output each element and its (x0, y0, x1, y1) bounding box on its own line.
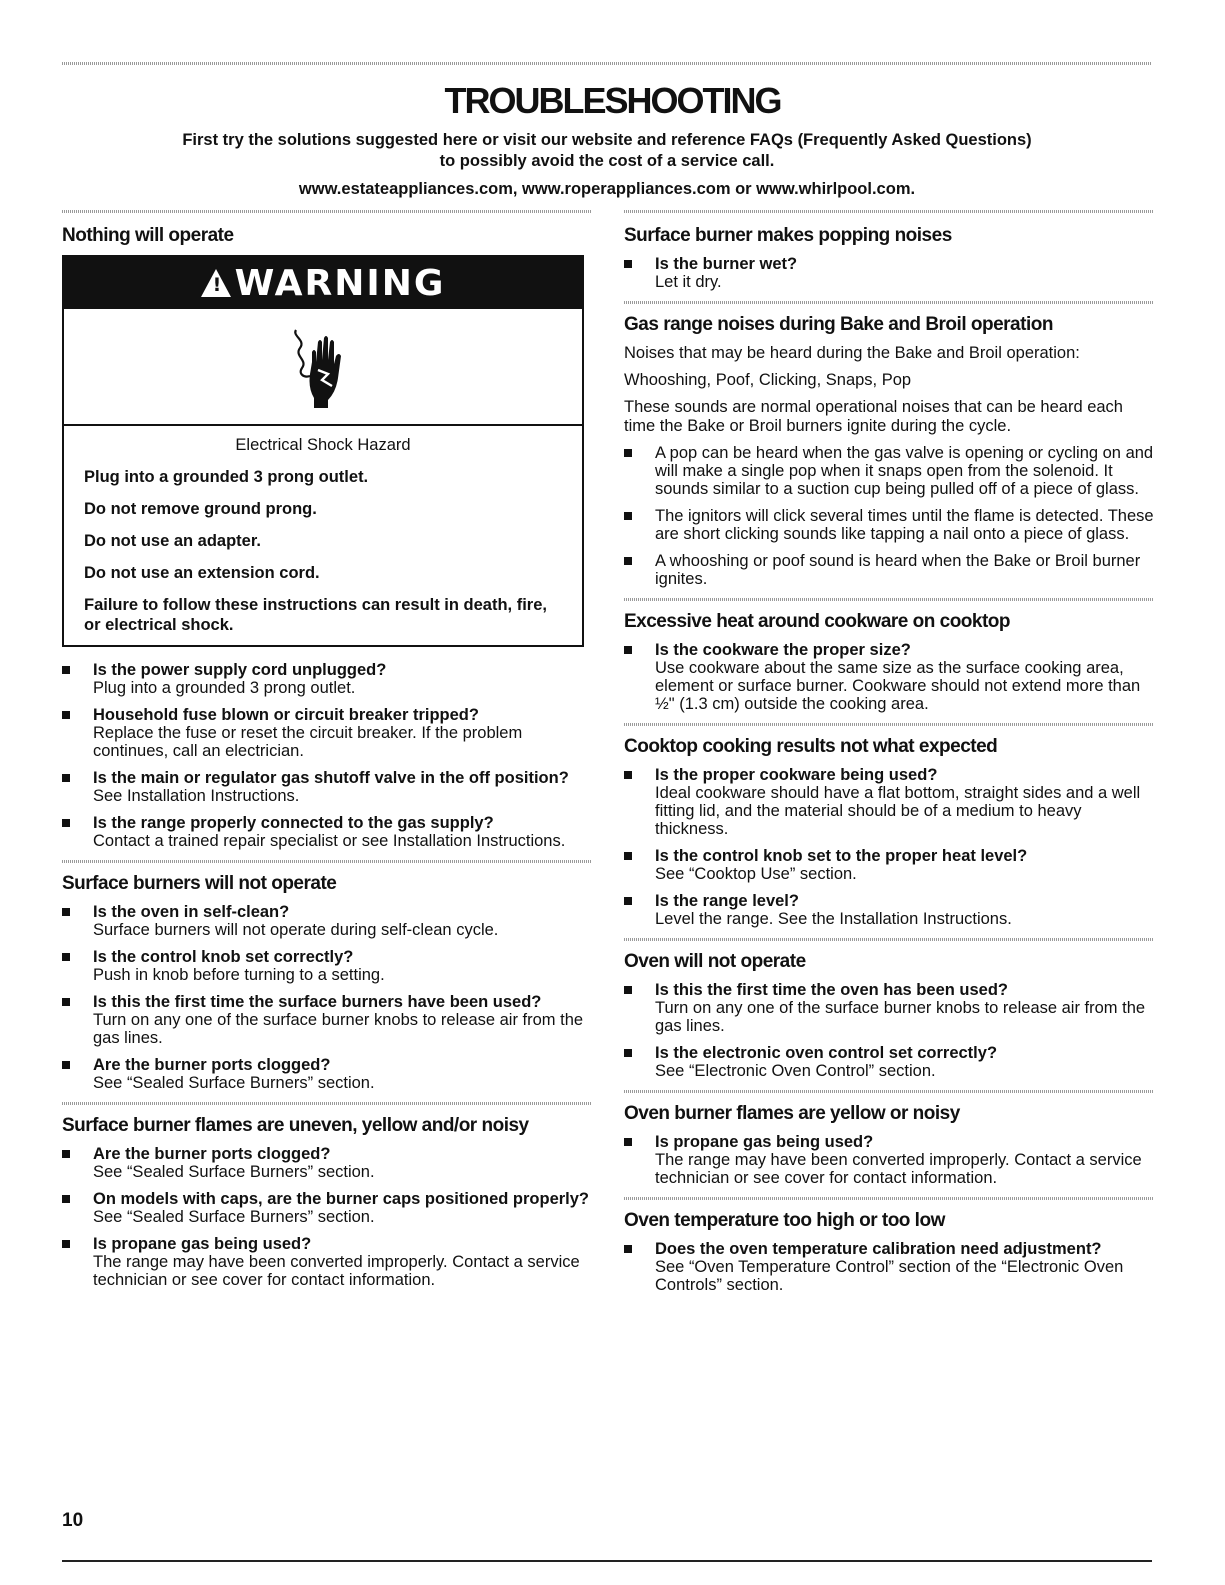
question: Is the control knob set to the proper heat level? (655, 847, 1028, 865)
square-bullet-icon (62, 1061, 70, 1069)
section-title: Oven burner flames are yellow or noisy (624, 1103, 960, 1124)
left-column (62, 210, 592, 1299)
section-title: Oven temperature too high or too low (624, 1210, 945, 1231)
square-bullet-icon (624, 771, 632, 779)
list-item (624, 444, 1154, 498)
square-bullet-icon (624, 986, 632, 994)
answer: Contact a trained repair specialist or see Installation Instructions. (93, 832, 566, 850)
warning-instruction: Plug into a grounded 3 prong outlet. (84, 468, 369, 486)
answer: See “Sealed Surface Burners” section. (93, 1163, 375, 1181)
intro (62, 130, 1152, 200)
section-oven-will-not-operate (624, 951, 1154, 1080)
section-gas-range-noises-during-bake-and-broil-operation (624, 314, 1154, 588)
square-bullet-icon (624, 557, 632, 565)
paragraph: These sounds are normal operational noises that can be heard each time the Bake or Broil burners ignite during the cycle. (624, 398, 1123, 435)
section-rule (62, 860, 592, 863)
square-bullet-icon (624, 449, 632, 457)
square-bullet-icon (62, 1150, 70, 1158)
section-title: Surface burners will not operate (62, 873, 337, 894)
section-rule (624, 938, 1154, 941)
question: Is this the first time the oven has been used? (655, 981, 1008, 999)
list-item (624, 1240, 1154, 1294)
question: Is the main or regulator gas shutoff valve in the off position? (93, 769, 569, 787)
square-bullet-icon (62, 774, 70, 782)
question: Are the burner ports clogged? (93, 1056, 331, 1074)
answer: Level the range. See the Installation Instructions. (655, 910, 1012, 928)
square-bullet-icon (62, 666, 70, 674)
section-surface-burners-will-not-operate (62, 873, 592, 1092)
question: Is propane gas being used? (93, 1235, 312, 1253)
section-oven-burner-flames-are-yellow-or-noisy (624, 1103, 1154, 1187)
list-item (624, 1133, 1154, 1187)
section-rule (624, 1090, 1154, 1093)
right-column (624, 210, 1154, 1304)
question: Is the range level? (655, 892, 799, 910)
hazard-name: Electrical Shock Hazard (235, 436, 411, 454)
question: Is the control knob set correctly? (93, 948, 354, 966)
square-bullet-icon (624, 897, 632, 905)
question: Household fuse blown or circuit breaker tripped? (93, 706, 479, 724)
answer: Replace the fuse or reset the circuit breaker. If the problem continues, call an electrician. (93, 724, 523, 760)
square-bullet-icon (62, 1195, 70, 1203)
intro-line-1: First try the solutions suggested here or visit our website and reference FAQs (Frequently Asked Questions) (182, 131, 1032, 149)
question: Is the power supply cord unplugged? (93, 661, 387, 679)
answer: See “Sealed Surface Burners” section. (93, 1208, 375, 1226)
intro-line-2: to possibly avoid the cost of a service call. (439, 152, 775, 170)
answer: Use cookware about the same size as the surface cooking area, element or surface burner. Cookware should not extend more than ½" (1.3 cm) outside the cooking area. (655, 659, 1141, 713)
bottom-rule (62, 1560, 1152, 1562)
section-rule (624, 210, 1154, 213)
page-number: 10 (62, 1510, 84, 1531)
square-bullet-icon (624, 512, 632, 520)
warning-header-text: WARNING (234, 263, 446, 304)
list-item (62, 1145, 592, 1181)
question: Is the cookware the proper size? (655, 641, 911, 659)
answer: Turn on any one of the surface burner knobs to release air from the gas lines. (655, 999, 1146, 1035)
square-bullet-icon (624, 1138, 632, 1146)
shock-hazard-icon-area (64, 309, 582, 426)
section-title: Oven will not operate (624, 951, 806, 972)
square-bullet-icon (624, 1245, 632, 1253)
section-rule (624, 598, 1154, 601)
answer: Turn on any one of the surface burner knobs to release air from the gas lines. (93, 1011, 584, 1047)
question: Is the oven in self-clean? (93, 903, 290, 921)
warning-instruction: Do not use an extension cord. (84, 564, 320, 582)
section-title: Surface burner flames are uneven, yellow and/or noisy (62, 1115, 529, 1136)
question: Is the proper cookware being used? (655, 766, 938, 784)
answer: The ignitors will click several times until the flame is detected. These are short clicking sounds like tapping a nail onto a piece of glass. (655, 507, 1154, 543)
list-item (62, 1056, 592, 1092)
list-item (624, 255, 1154, 291)
warning-box (62, 255, 584, 647)
answer: Surface burners will not operate during self-clean cycle. (93, 921, 499, 939)
list-item (624, 847, 1154, 883)
square-bullet-icon (624, 852, 632, 860)
paragraph: Whooshing, Poof, Clicking, Snaps, Pop (624, 371, 912, 389)
warning-instruction: Do not use an adapter. (84, 532, 261, 550)
square-bullet-icon (62, 908, 70, 916)
warning-header (64, 257, 582, 309)
question: Is the range properly connected to the gas supply? (93, 814, 494, 832)
question: Does the oven temperature calibration need adjustment? (655, 1240, 1102, 1258)
section-surface-burner-makes-popping-noises (624, 225, 1154, 291)
list-item (62, 948, 592, 984)
paragraph: Noises that may be heard during the Bake and Broil operation: (624, 344, 1080, 362)
answer: See “Oven Temperature Control” section of the “Electronic Oven Controls” section. (655, 1258, 1124, 1294)
section-nothing-will-operate (62, 225, 592, 850)
section-title: Nothing will operate (62, 225, 234, 246)
square-bullet-icon (624, 1049, 632, 1057)
square-bullet-icon (62, 819, 70, 827)
answer: Let it dry. (655, 273, 722, 291)
square-bullet-icon (62, 998, 70, 1006)
question: On models with caps, are the burner caps positioned properly? (93, 1190, 590, 1208)
list-item (62, 661, 592, 697)
list-item (62, 1235, 592, 1289)
warning-instruction: Do not remove ground prong. (84, 500, 317, 518)
list-item (624, 552, 1154, 588)
list-item (624, 1044, 1154, 1080)
section-title: Surface burner makes popping noises (624, 225, 952, 246)
answer: The range may have been converted improperly. Contact a service technician or see cover for contact information. (93, 1253, 580, 1289)
section-title: Excessive heat around cookware on cooktop (624, 611, 1011, 632)
list-item (62, 903, 592, 939)
list-item (62, 993, 592, 1047)
list-item (624, 981, 1154, 1035)
list-item (624, 507, 1154, 543)
question: Are the burner ports clogged? (93, 1145, 331, 1163)
answer: See “Electronic Oven Control” section. (655, 1062, 936, 1080)
answer: See Installation Instructions. (93, 787, 300, 805)
square-bullet-icon (62, 953, 70, 961)
list-item (62, 814, 592, 850)
top-rule (62, 62, 1152, 65)
warning-instruction: Failure to follow these instructions can result in death, fire, or electrical shock. (84, 596, 547, 634)
section-rule (62, 1102, 592, 1105)
list-item (624, 892, 1154, 928)
answer: A pop can be heard when the gas valve is opening or cycling on and will make a single pop when it snaps open from the solenoid. It sounds similar to a suction cup being pulled off of a piece of glass. (655, 444, 1154, 498)
answer: Plug into a grounded 3 prong outlet. (93, 679, 356, 697)
square-bullet-icon (624, 260, 632, 268)
page-title: TROUBLESHOOTING (444, 80, 781, 121)
list-item (624, 766, 1154, 838)
question: Is the burner wet? (655, 255, 798, 273)
answer: See “Cooktop Use” section. (655, 865, 857, 883)
question: Is the electronic oven control set correctly? (655, 1044, 998, 1062)
warning-triangle-icon: ! (201, 269, 231, 297)
square-bullet-icon (624, 646, 632, 654)
section-surface-burner-flames-are-uneven-yellow-and-or-noisy (62, 1115, 592, 1289)
section-rule (62, 210, 592, 213)
section-title: Gas range noises during Bake and Broil operation (624, 314, 1053, 335)
question: Is this the first time the surface burners have been used? (93, 993, 542, 1011)
electric-shock-hand-icon (288, 322, 358, 412)
answer: A whooshing or poof sound is heard when the Bake or Broil burner ignites. (655, 552, 1141, 588)
list-item (62, 706, 592, 760)
list-item (624, 641, 1154, 713)
square-bullet-icon (62, 1240, 70, 1248)
question: Is propane gas being used? (655, 1133, 874, 1151)
intro-urls: www.estateappliances.com, www.roperappliances.com or www.whirlpool.com. (298, 180, 916, 198)
section-oven-temperature-too-high-or-too-low (624, 1210, 1154, 1294)
section-excessive-heat-around-cookware-on-cooktop (624, 611, 1154, 713)
warning-text (64, 426, 582, 645)
square-bullet-icon (62, 711, 70, 719)
section-cooktop-cooking-results-not-what-expected (624, 736, 1154, 928)
section-rule (624, 723, 1154, 726)
list-item (62, 769, 592, 805)
section-rule (624, 301, 1154, 304)
list-item (62, 1190, 592, 1226)
answer: Ideal cookware should have a flat bottom, straight sides and a well fitting lid, and the material should be of a medium to heavy thickness. (655, 784, 1141, 838)
section-rule (624, 1197, 1154, 1200)
answer: Push in knob before turning to a setting. (93, 966, 385, 984)
answer: The range may have been converted improperly. Contact a service technician or see cover for contact information. (655, 1151, 1142, 1187)
section-title: Cooktop cooking results not what expected (624, 736, 998, 757)
answer: See “Sealed Surface Burners” section. (93, 1074, 375, 1092)
